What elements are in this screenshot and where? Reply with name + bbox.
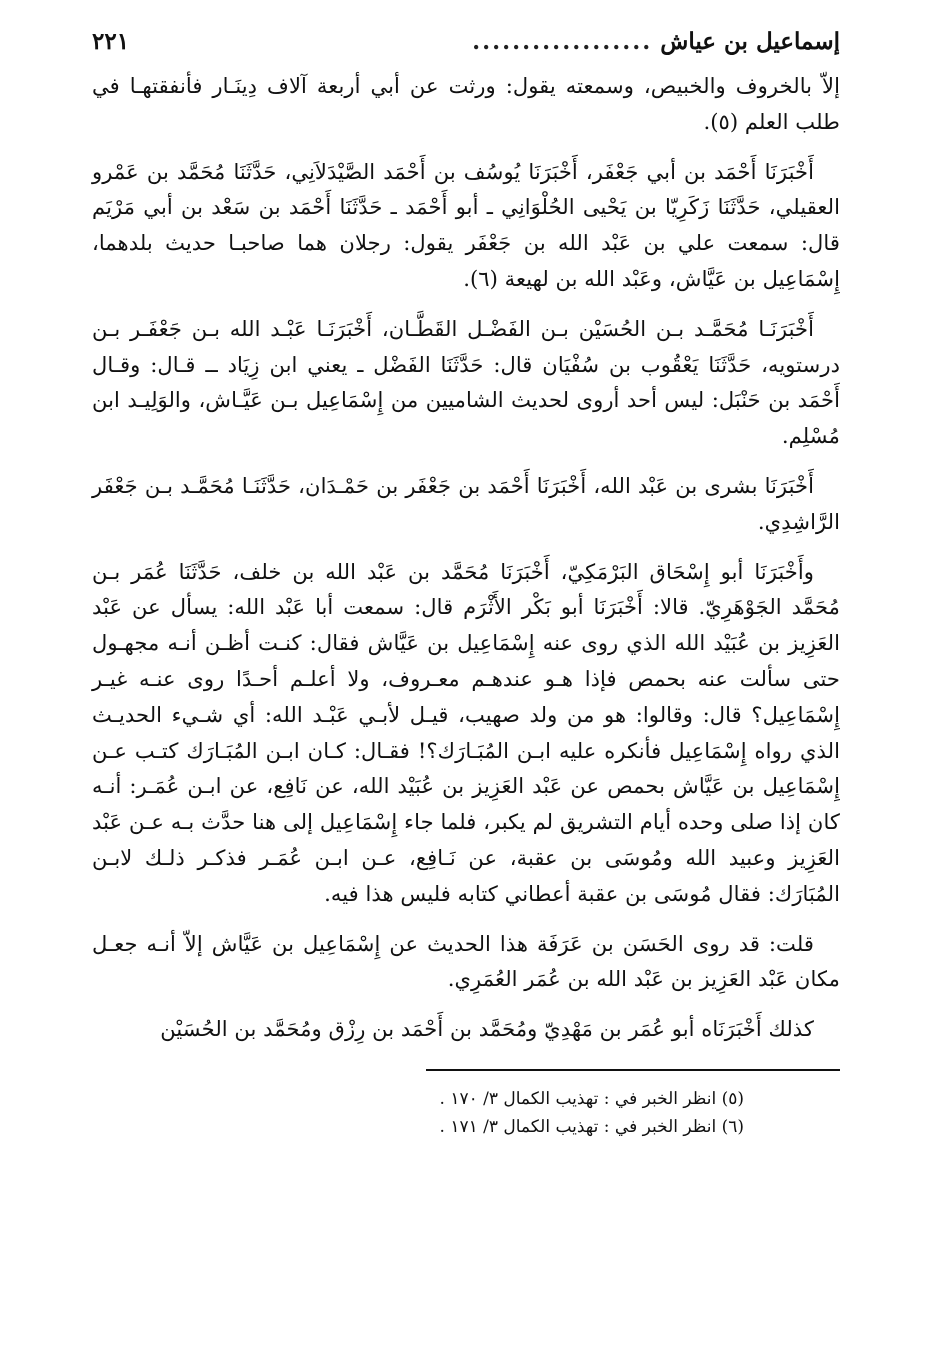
footnote-5: (٥) انظر الخبر في : تهذيب الكمال ٣/ ١٧٠ . xyxy=(439,1088,744,1109)
footnotes xyxy=(92,1085,840,1141)
paragraph: أَخْبَرَنَا بشرى بن عَبْد الله، أَخْبَرَنَا أَحْمَد بن جَعْفَر بن حَمْـدَان، حَدَّثَنَـا مُحَمَّـد بـن جَعْفَر الرَّاشِدِي. xyxy=(92,472,840,534)
book-page xyxy=(92,28,840,1141)
footnote-divider xyxy=(426,1069,840,1071)
running-header xyxy=(92,28,840,62)
page-number: ٢٢١ xyxy=(92,28,130,55)
paragraph-continued: إلاّ بالخروف والخبيص، وسمعته يقول: ورثت عن أبي أربعة آلاف دِينَـار فأنفقتهـا في طلب العلم (٥). xyxy=(92,73,840,134)
footnote-6: (٦) انظر الخبر في : تهذيب الكمال ٣/ ١٧١ . xyxy=(439,1116,744,1137)
main-text xyxy=(92,68,840,1047)
paragraph: وأَخْبَرَنَا أبو إِسْحَاق البَرْمَكِيّ، أَخْبَرَنَا مُحَمَّد بن عَبْد الله بن خلف، حَدَّثَنَا عُمَر بـن مُحَمَّد الجَوْهَرِيّ. قالا: أَخْبَرَنَا أبو بَكْر الأَثْرَم قال: سمعت أبا عَبْد الله: يسأل عن عَبْد العَزِيز بن عُبَيْد الله الذي روى عنه إِسْمَاعِيل بن عَيَّاش فقال: كنـت أظـن أنـه مجهـول حتى سألت عنه بحمص فإذا هـو عندهـم معـروف، ولا أعلـم أحـدًا روى عنـه غيـر إِسْمَاعِيل؟ قال: وقالوا: هو من ولد صهيب، قيـل لأبـي عَبْـد الله: أي شـيء الحديـث الذي رواه إِسْمَاعِيل فأنكره عليه ابـن المُبَـارَك؟! فقـال: كـان ابـن المُبَـارَك كتـب عـن إِسْمَاعِيل بن عَيَّاش بحمص عن عَبْد العَزِيز بن عُبَيْد الله، عن نَافِع، عن ابـن عُمَـر: أنـه كان إذا صلى وحده أيام التشريق لم يكبر، فلما جاء إِسْمَاعِيل إلى هنا حدَّث بـه عـن عَبْد العَزِيز وعبيد الله ومُوسَى بن عقبة، عن نَـافِع، عـن ابـن عُمَـر فذكـر ذلـك لابـن المُبَارَك: فقال مُوسَى بن عقبة أعطاني كتابه فليس هذا فيه. xyxy=(92,558,840,906)
dot-leaders: .................. xyxy=(472,28,653,55)
running-title: إسماعيل بن عياش xyxy=(660,28,840,55)
paragraph: أَخْبَرَنَـا مُحَمَّـد بـن الحُسَيْن بـن الفَضْـل القَطَّـان، أَخْبَرَنَـا عَبْـد الله بـن جَعْفَـر بـن درستويه، حَدَّثَنَا يَعْقُوب بن سُفْيَان قال: حَدَّثَنَا الفَضْل ـ يعني ابن زِيَاد ــ قـال: وقـال أَحْمَد بن حَنْبَل: ليس أحد أروى لحديث الشاميين من إِسْمَاعِيل بـن عَيَّـاش، والوَلِيـد ابن مُسْلِم. xyxy=(92,315,840,449)
paragraph: قلت: قد روى الحَسَن بن عَرَفَة هذا الحديث عن إِسْمَاعِيل بن عَيَّاش إلاّ أنـه جعـل مكان عَبْد العَزِيز بن عَبْد الله بن عُمَر العُمَرِي. xyxy=(92,930,840,992)
paragraph: كذلك أَخْبَرَنَاه أبو عُمَر بن مَهْدِيّ ومُحَمَّد بن أَحْمَد بن رِزْق ومُحَمَّد بن الحُسَيْن xyxy=(160,1016,814,1042)
paragraph: أَخْبَرَنَا أَحْمَد بن أبي جَعْفَر، أَخْبَرَنَا يُوسُف بن أَحْمَد الصَّيْدَلاَنِي، حَدَّثَنَا مُحَمَّد بن عَمْرو العقيلي، حَدَّثَنَا زَكَرِيّا بن يَحْيى الحُلْوَانِي ـ أبو أَحْمَد ـ حَدَّثَنَا أَحْمَد بن سَعْد بن أبي مَرْيَم قال: سمعت علي بن عَبْد الله بن جَعْفَر يقول: رجلان هما صاحبـا حديث بلدهما، إِسْمَاعِيل بن عَيَّاش، وعَبْد الله بن لهيعة (٦). xyxy=(92,158,840,291)
